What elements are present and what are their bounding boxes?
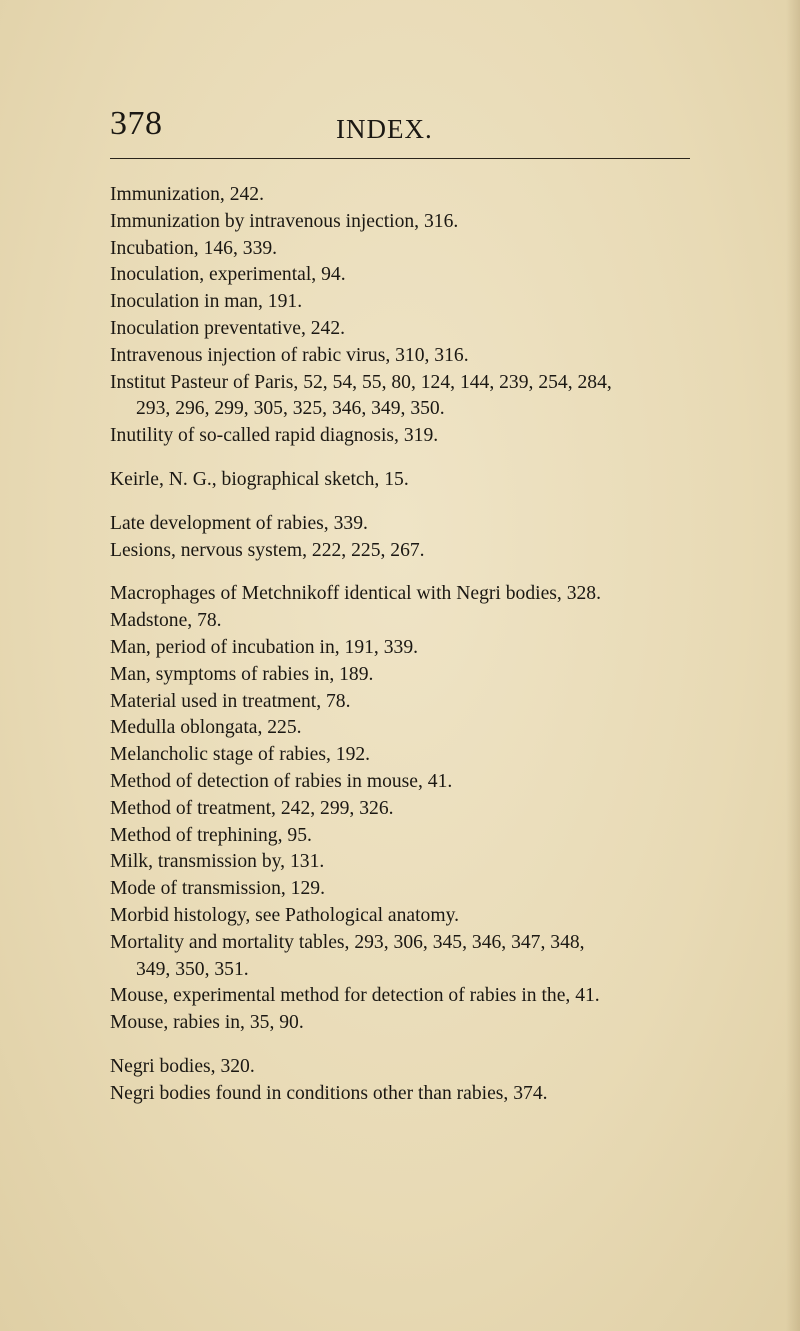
index-entry-text: Melancholic stage of rabies, 192.: [110, 744, 371, 766]
index-entry: [110, 608, 725, 635]
index-entry-text: Mortality and mortality tables, 293, 306, 345, 346, 347, 348,: [110, 931, 585, 953]
index-entry-text: Inutility of so-called rapid diagnosis, 319.: [110, 425, 439, 447]
index-entry-text: Negri bodies found in conditions other than rabies, 374.: [110, 1082, 548, 1104]
index-entry-text: Milk, transmission by, 131.: [110, 851, 325, 873]
index-entry: [110, 635, 725, 662]
index-entry-text: Institut Pasteur of Paris, 52, 54, 55, 80, 124, 144, 239, 254, 284,: [110, 371, 612, 393]
running-header: [110, 104, 690, 156]
index-entry-text: Immunization, 242.: [110, 184, 265, 205]
index-entry-text: Lesions, nervous system, 222, 225, 267.: [110, 539, 425, 561]
index-entry-text: Keirle, N. G., biographical sketch, 15.: [110, 468, 409, 490]
index-entry-continuation: 349, 350, 351.: [136, 958, 249, 980]
index-entry: [110, 316, 725, 343]
index-entry: [110, 689, 725, 716]
index-entry: [110, 262, 725, 289]
index-entry: [110, 930, 725, 984]
index-entry-text: Immunization by intravenous injection, 316.: [110, 210, 459, 232]
running-title: INDEX.: [336, 114, 433, 144]
index-entry: [110, 876, 725, 903]
index-letter-group: [110, 1054, 725, 1108]
index-entry-text: Method of trephining, 95.: [110, 824, 312, 846]
index-entry: [110, 423, 725, 450]
index-letter-group: [110, 511, 725, 565]
index-body: [110, 182, 725, 1125]
index-entry-text: Inoculation preventative, 242.: [110, 317, 346, 339]
index-letter-group: [110, 182, 725, 450]
index-entry-text: Late development of rabies, 339.: [110, 512, 368, 534]
index-entry-text: Incubation, 146, 339.: [110, 237, 278, 259]
index-entry: [110, 903, 725, 930]
index-entry-text: Negri bodies, 320.: [110, 1055, 255, 1077]
index-entry: [110, 796, 725, 823]
index-entry-text: Morbid histology, see Pathological anatomy.: [110, 904, 460, 926]
index-entry-text: Mouse, experimental method for detection of rabies in the, 41.: [110, 985, 600, 1007]
index-letter-group: [110, 581, 725, 1037]
index-entry: [110, 715, 725, 742]
page-number: 378: [110, 105, 163, 142]
index-entry: [110, 511, 725, 538]
index-entry: [110, 983, 725, 1010]
index-entry: [110, 742, 725, 769]
index-entry-text: Intravenous injection of rabic virus, 310, 316.: [110, 344, 469, 366]
page-edge-shadow: [786, 0, 800, 1331]
index-entry: [110, 823, 725, 850]
index-entry-text: Medulla oblongata, 225.: [110, 717, 302, 739]
index-entry: [110, 370, 725, 424]
header-rule: [110, 158, 690, 159]
index-entry-text: Method of detection of rabies in mouse, 41.: [110, 770, 453, 792]
index-entry: [110, 849, 725, 876]
index-entry-text: Mouse, rabies in, 35, 90.: [110, 1012, 304, 1034]
index-entry: [110, 467, 725, 494]
index-entry: [110, 662, 725, 689]
index-entry: [110, 182, 725, 209]
index-entry: [110, 538, 725, 565]
index-entry: [110, 236, 725, 263]
index-entry-text: Man, period of incubation in, 191, 339.: [110, 636, 419, 658]
index-entry-text: Macrophages of Metchnikoff identical with Negri bodies, 328.: [110, 583, 601, 605]
index-entry: [110, 1081, 725, 1108]
index-entry: [110, 581, 725, 608]
index-letter-group: [110, 467, 725, 494]
index-entry: [110, 1010, 725, 1037]
index-entry: [110, 343, 725, 370]
index-entry-continuation: 293, 296, 299, 305, 325, 346, 349, 350.: [136, 398, 445, 420]
index-entry-text: Material used in treatment, 78.: [110, 690, 351, 712]
index-entry: [110, 289, 725, 316]
index-entry-text: Madstone, 78.: [110, 610, 222, 632]
index-entry-text: Inoculation in man, 191.: [110, 291, 303, 313]
index-entry-text: Mode of transmission, 129.: [110, 878, 325, 900]
index-entry: [110, 209, 725, 236]
index-entry-text: Method of treatment, 242, 299, 326.: [110, 797, 394, 819]
index-entry: [110, 1054, 725, 1081]
index-entry: [110, 769, 725, 796]
index-entry-text: Inoculation, experimental, 94.: [110, 264, 346, 286]
index-entry-text: Man, symptoms of rabies in, 189.: [110, 663, 374, 685]
